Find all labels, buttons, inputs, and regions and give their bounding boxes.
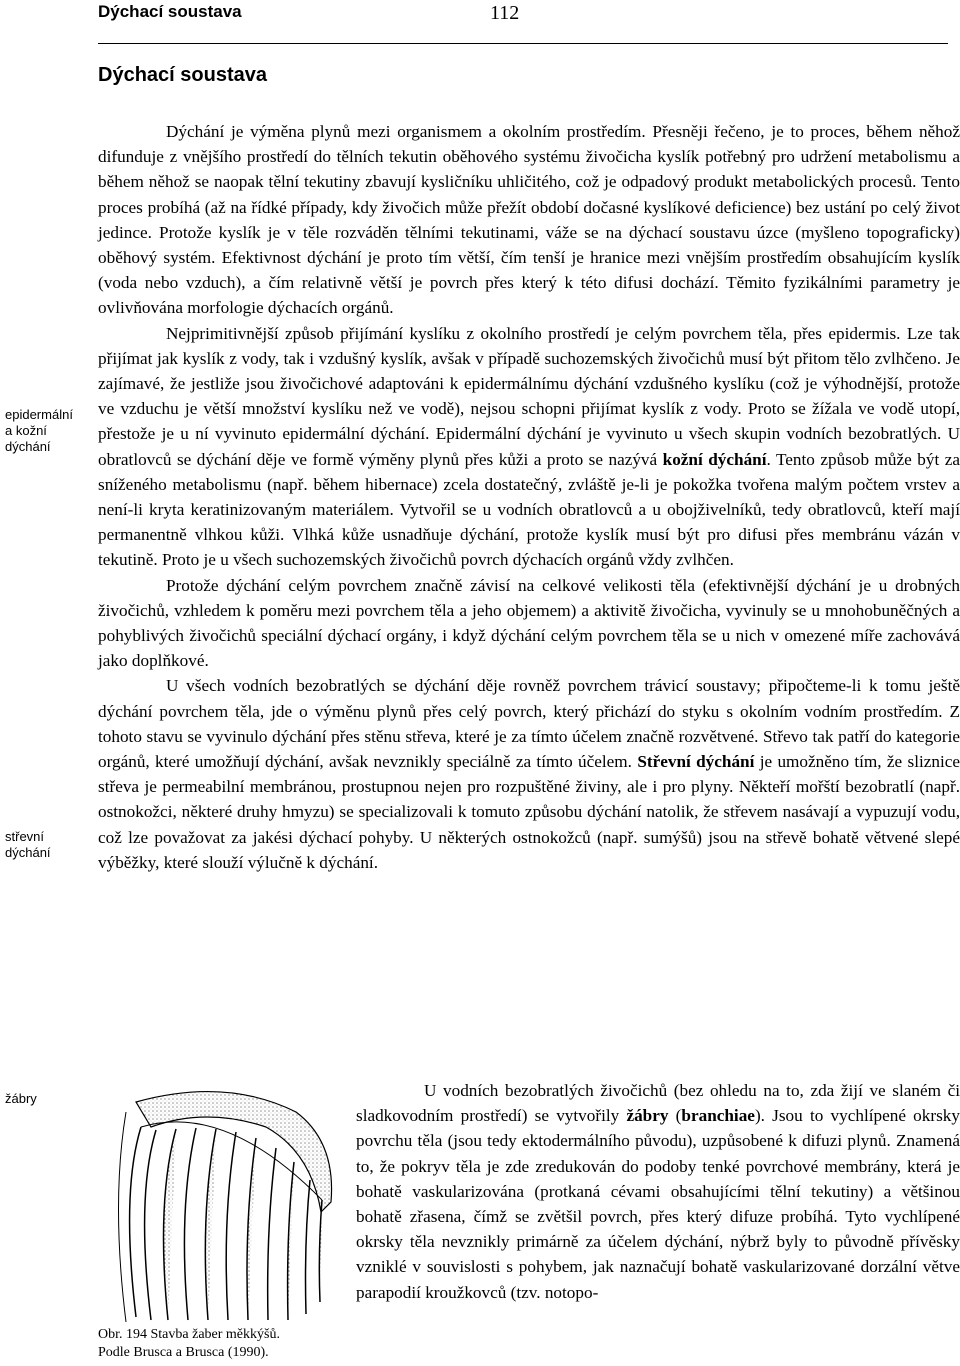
header-rule	[98, 43, 948, 44]
text-run: Nejprimitivnější způsob přijímání kyslíku z okolního prostředí je celým povrchem těla, přes epidermis. Lze tak přijímat jak kyslík z vody, tak i vzdušný kyslík, avšak v případě suchozemských živočichů musí být přitom tělo zvlhčeno. Je zajímavé, že jestliže jsou živočichové adaptováni k epidermálnímu dýchání vzdušného kyslíku (což je výhodnější, protože ve vzduchu je větší množství kyslíku než ve vodě), nejsou schopni přijímat kyslík z vody. Proto se žížala ve vodě utopí, přestože je u ní vyvinuto epidermální dýchání. Epidermální dýchání je vyvinuto u všech skupin vodních bezobratlých. U obratlovců se dýchání děje ve formě výměny plynů přes kůži a proto se nazývá	[98, 323, 960, 469]
body-text-main	[98, 119, 960, 875]
paragraph-intestinal	[98, 673, 960, 875]
body-text-gills	[356, 1078, 960, 1305]
term-branchiae: branchiae	[681, 1106, 755, 1126]
margin-note-line: žábry	[5, 1091, 37, 1106]
margin-note-intestinal	[5, 829, 93, 861]
text-run: ). Jsou to vychlípené okrsky povrchu těla (jsou tedy ektodermálního původu), uzpůsobené k difuzi plynů. Znamená to, že pokryv těla je zde zredukován do podoby tenké povrchové membrány, která je bohatě vaskularizována (protkaná cévami obsahujícími tělní tekutiny) a většinou bohatě zřasena, čímž se zvětšil povrch, přes který difuze probíhá. Tyto vychlípené okrsky těla nevznikly primárně za účelem dýchání, nýbrž byly to původně přívěsky vzniklé v souvislosti s pohybem, jak naznačují bohatě vaskularizované dorzální větve parapodií kroužkovců (tzv. notopo-	[356, 1106, 960, 1302]
gill-illustration	[96, 1082, 346, 1324]
text-run: U všech vodních bezobratlých se dýchání děje rovněž povrchem trávicí soustavy; připočteme-li k tomu ještě dýchání povrchem těla, jde o výměnu plynů přes celý povrch, který přichází do styku s okolním vodním prostředím. Z tohoto stavu se vyvinulo dýchání přes stěnu střeva, které je za tímto účelem značně rozvětvené. Střevo tak patří do kategorie orgánů, které umožňují dýchání, avšak nevznikly speciálně za tímto účelem.	[98, 676, 960, 772]
section-title: Dýchací soustava	[98, 64, 267, 86]
paragraph-intro: Dýchání je výměna plynů mezi organismem a okolním prostředím. Přesněji řečeno, je to proces, během něhož difunduje z vnějšího prostředí do tělních tekutin oběhového systému živočicha kyslík potřebný pro udržení metabolismu a během něhož se naopak tělní tekutiny zbavují kysličníku uhličitého, což je odpadový produkt metabolických procesů. Tento proces probíhá (až na řídké případy, kdy živočich může přežít období dočasné kyslíkové deficience) bez ustání po celý život jedince. Protože kyslík je v těle rozváděn tělními tekutinami, váže se na dýchací soustavu úzce (myšleno topograficky) oběhový systém. Efektivnost dýchání je proto tím větší, čím tenší je hranice mezi vnějším prostředím obsahujícím kyslík (voda nebo vzduch), a čím relativně větší je povrch přes který k této difusi dochází. Těmito fyzikálními parametry je ovlivňována morfologie dýchacích orgánů.	[98, 122, 960, 318]
term-intestinal-breathing: Střevní dýchání	[637, 752, 755, 772]
margin-note-gills	[5, 1091, 93, 1107]
margin-note-line: dýchání	[5, 845, 51, 860]
term-skin-breathing: kožní dýchání	[662, 449, 767, 469]
text-run: . Tento způsob může být za sníženého metabolismu (např. během hibernace) zcela dostatečný, zvláště je-li je pokožka tvořena malým počtem vrstev a není-li kryta keratinizovaným materiálem. Vytvořil se u vodních obratlovců a u obojživelníků, tedy obratlovců, kteří mají permanentně vlhkou kůži. Vlhká kůže usnadňuje dýchání, protože kyslík musí být pro difusi přes membránu vázán v tekutině. Proto je u všech suchozemských živočichů povrch dýchacích orgánů vždy zvlhčen.	[98, 449, 960, 570]
margin-note-line: epidermální	[5, 407, 73, 422]
margin-note-line: střevní	[5, 829, 45, 844]
text-run: U vodních bezobratlých živočichů (bez ohledu na to, zda žijí ve slaném či sladkovodním prostředí) se vytvořily	[356, 1081, 960, 1126]
caption-line: Obr. 194 Stavba žaber měkkýšů.	[98, 1327, 280, 1342]
term-gills: žábry	[626, 1106, 669, 1126]
text-run: je umožněno tím, že sliznice střeva je permeabilní membránou, prostupnou nejen pro rozpuštěné živiny, ale i pro plyny. Někteří mořští bezobratlí (např. ostnokožci, některé druhy hmyzu) se specializovali k tomuto způsobu dýchání natolik, že střevem nasávají a vypuzují vodu, což lze považovat za jakési dýchací pohyby. U některých ostnokožců (např. sumýšů) jsou na střevě bohatě větvené slepé výběžky, které slouží výlučně k dýchání.	[98, 752, 960, 872]
running-title: Dýchací soustava	[98, 2, 242, 21]
paragraph-size: Protože dýchání celým povrchem značně závisí na celkové velikosti těla (efektivnější dýchání je u drobných živočichů, vzhledem k poměru mezi povrchem těla a jeho objemem) a aktivitě živočicha, vyvinuly se u mnohobuněčných a pohyblivých živočichů speciální dýchací orgány, i když dýchání celým povrchem těla se u nich v omezené míře zachovává jako doplňkové.	[98, 575, 960, 671]
text-run: (	[668, 1106, 682, 1126]
margin-note-line: dýchání	[5, 439, 51, 454]
margin-note-epidermal	[5, 407, 93, 455]
margin-note-line: a kožní	[5, 423, 47, 438]
page-number: 112	[490, 2, 520, 24]
gill-drawing-svg	[96, 1082, 346, 1324]
paragraph-gills	[356, 1078, 960, 1305]
figure-caption	[98, 1326, 348, 1362]
caption-line: Podle Brusca a Brusca (1990).	[98, 1345, 269, 1360]
paragraph-epidermal	[98, 321, 960, 573]
